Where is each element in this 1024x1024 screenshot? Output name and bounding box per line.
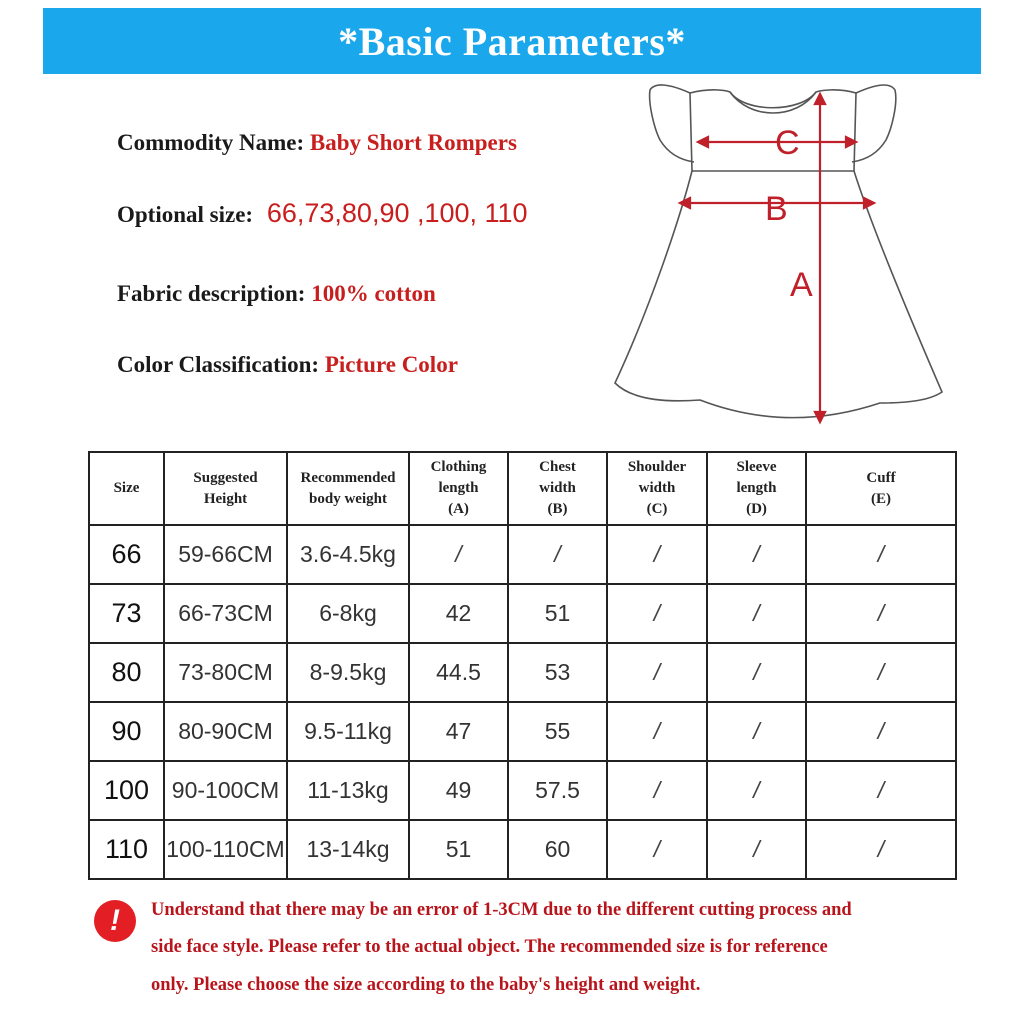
table-cell: / [806, 525, 956, 584]
optional-size-line [117, 198, 528, 229]
size-cell: 66 [89, 525, 164, 584]
commodity-name-line [117, 130, 517, 156]
note-line-2: side face style. Please refer to the actual object. The recommended size is for reference [151, 937, 828, 957]
left-sleeve-outline [650, 85, 694, 162]
table-cell: / [806, 584, 956, 643]
column-header-line: Chest [539, 459, 576, 475]
table-cell: 42 [409, 584, 508, 643]
table-cell: 47 [409, 702, 508, 761]
table-cell: / [707, 525, 806, 584]
column-header-line: (A) [448, 501, 469, 517]
page-title: *Basic Parameters* [338, 18, 686, 64]
table-body [89, 525, 956, 879]
size-cell: 73 [89, 584, 164, 643]
optional-size-value: 66,73,80,90 ,100, 110 [266, 198, 528, 228]
note-line-1: Understand that there may be an error of 1-3CM due to the different cutting process and [151, 900, 852, 920]
table-cell: / [508, 525, 607, 584]
table-cell: 100-110CM [164, 820, 287, 879]
table-cell: / [806, 820, 956, 879]
table-row [89, 643, 956, 702]
column-header-line: Height [203, 490, 248, 507]
table-cell: / [607, 525, 707, 584]
label-c: C [775, 124, 800, 162]
optional-size-label: Optional size: [117, 202, 254, 227]
column-header-line: (C) [646, 501, 668, 517]
garment-measurement-diagram [610, 78, 955, 438]
column-header-line: Size [113, 480, 140, 496]
table-cell: 3.6-4.5kg [287, 525, 409, 584]
table-row [89, 584, 956, 643]
table-cell: 60 [508, 820, 607, 879]
column-header-line: Shoulder [627, 459, 687, 475]
label-b: B [765, 190, 788, 228]
column-header-line: (B) [547, 501, 568, 517]
column-header-line: length [438, 480, 479, 496]
table-row [89, 820, 956, 879]
column-header [287, 452, 409, 525]
size-cell: 100 [89, 761, 164, 820]
table-cell: / [607, 820, 707, 879]
column-header-line: body weight [309, 490, 387, 507]
commodity-name-label: Commodity Name: [117, 130, 305, 155]
column-header [806, 452, 956, 525]
table-cell: / [607, 702, 707, 761]
column-header-line: Suggested [193, 469, 258, 486]
exclamation-icon: ! [94, 900, 136, 942]
table-row [89, 761, 956, 820]
label-a: A [790, 266, 813, 304]
table-cell: 55 [508, 702, 607, 761]
right-sleeve-outline [852, 85, 896, 162]
column-header-line: Clothing [430, 459, 487, 475]
table-cell: 53 [508, 643, 607, 702]
fabric-description-value: 100% cotton [311, 281, 436, 306]
table-cell: 51 [508, 584, 607, 643]
table-cell: 73-80CM [164, 643, 287, 702]
table-cell: / [806, 643, 956, 702]
fabric-description-label: Fabric description: [117, 281, 306, 306]
table-cell: / [806, 702, 956, 761]
table-cell: / [806, 761, 956, 820]
table-cell: 49 [409, 761, 508, 820]
column-header [409, 452, 508, 525]
table-cell: 51 [409, 820, 508, 879]
column-header-line: Recommended [300, 469, 396, 486]
table-cell: / [707, 702, 806, 761]
column-header-line: (E) [871, 490, 891, 507]
size-cell: 90 [89, 702, 164, 761]
size-cell: 110 [89, 820, 164, 879]
column-header [607, 452, 707, 525]
column-header [164, 452, 287, 525]
column-header-line: length [736, 480, 777, 496]
color-classification-value: Picture Color [324, 352, 458, 377]
table-header-row [89, 452, 956, 525]
color-classification-line [117, 352, 458, 378]
table-cell: 57.5 [508, 761, 607, 820]
table-cell: 9.5-11kg [287, 702, 409, 761]
note-line-3: only. Please choose the size according to the baby's height and weight. [151, 975, 701, 995]
table-cell: 66-73CM [164, 584, 287, 643]
table-cell: / [607, 761, 707, 820]
color-classification-label: Color Classification: [117, 352, 320, 377]
table-cell: 59-66CM [164, 525, 287, 584]
table-cell: 8-9.5kg [287, 643, 409, 702]
table-cell: 6-8kg [287, 584, 409, 643]
table-row [89, 702, 956, 761]
table-cell: 13-14kg [287, 820, 409, 879]
table-cell: / [707, 643, 806, 702]
table-cell: 11-13kg [287, 761, 409, 820]
column-header-line: (D) [746, 501, 767, 517]
column-header-line: Sleeve [736, 459, 777, 475]
column-header [89, 452, 164, 525]
table-cell: 44.5 [409, 643, 508, 702]
commodity-name-value: Baby Short Rompers [309, 130, 517, 155]
table-cell: 80-90CM [164, 702, 287, 761]
table-cell: / [707, 584, 806, 643]
fabric-description-line [117, 281, 436, 307]
bodice-outline [690, 90, 856, 171]
table-cell: 90-100CM [164, 761, 287, 820]
column-header-line: Cuff [866, 469, 896, 486]
table-cell: / [409, 525, 508, 584]
column-header [508, 452, 607, 525]
column-header-line: width [638, 480, 676, 496]
table-cell: / [607, 643, 707, 702]
table-cell: / [607, 584, 707, 643]
column-header [707, 452, 806, 525]
column-header-line: width [539, 480, 576, 496]
table-row [89, 525, 956, 584]
table-cell: / [707, 761, 806, 820]
size-chart-table [88, 451, 957, 880]
title-banner [43, 8, 981, 74]
table-cell: / [707, 820, 806, 879]
size-cell: 80 [89, 643, 164, 702]
